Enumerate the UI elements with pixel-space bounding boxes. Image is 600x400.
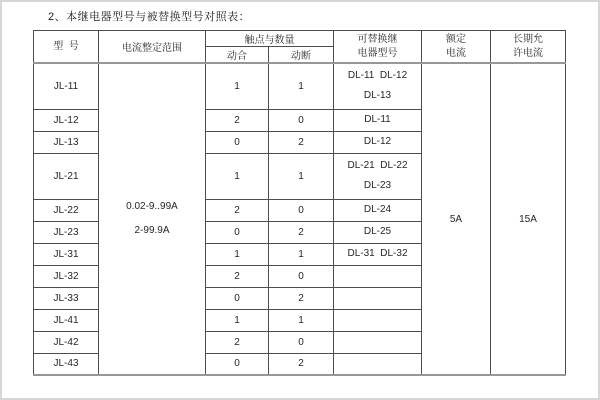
model-cell: JL-22: [34, 199, 99, 221]
header-replaceable-line1: 可替换继: [357, 33, 398, 45]
nc-count-cell: 1: [269, 63, 334, 109]
model-cell: JL-21: [34, 153, 99, 199]
model-cell: JL-31: [34, 243, 99, 265]
nc-count-cell: 2: [269, 353, 334, 375]
header-contacts-group: 触点与数量: [206, 31, 334, 47]
replacement-line1: DL-21 DL-22: [347, 160, 408, 171]
nc-count-cell: 1: [269, 153, 334, 199]
header-replaceable-model: [334, 31, 422, 64]
replacement-line1: DL-12: [363, 136, 392, 147]
model-cell: JL-43: [34, 353, 99, 375]
replacement-cell: [334, 221, 422, 243]
replacement-line1: DL-25: [363, 226, 392, 237]
model-cell: JL-42: [34, 331, 99, 353]
no-count-cell: 2: [206, 199, 269, 221]
model-cell: JL-41: [34, 309, 99, 331]
model-cell: JL-12: [34, 109, 99, 131]
no-count-cell: 2: [206, 265, 269, 287]
no-count-cell: 1: [206, 243, 269, 265]
table-body: [34, 63, 566, 375]
model-cell: JL-11: [34, 63, 99, 109]
replacement-cell: [334, 199, 422, 221]
nc-count-cell: 0: [269, 199, 334, 221]
no-count-cell: 1: [206, 63, 269, 109]
longterm-current-cell: 15A: [491, 63, 566, 375]
no-count-cell: 0: [206, 287, 269, 309]
header-rated-line2: 电流: [446, 47, 466, 59]
header-row-1: [34, 31, 566, 47]
replacement-cell: [334, 153, 422, 199]
table-header: [34, 31, 566, 64]
nc-count-cell: 0: [269, 331, 334, 353]
section-title: 2、本继电器型号与被替换型号对照表：: [48, 11, 251, 23]
nc-count-cell: 0: [269, 109, 334, 131]
current-range-line2: 2-99.9A: [134, 225, 170, 236]
table-row-jl-11: [34, 63, 566, 109]
replacement-line1: DL-11: [364, 114, 391, 125]
replacement-cell: [334, 131, 422, 153]
header-longterm-current: [491, 31, 566, 64]
replacement-cell: [334, 287, 422, 309]
nc-count-cell: 1: [269, 309, 334, 331]
model-cell: JL-33: [34, 287, 99, 309]
no-count-cell: 0: [206, 221, 269, 243]
rated-current-cell: 5A: [422, 63, 491, 375]
relay-comparison-table: [33, 30, 566, 376]
header-model: 型 号: [34, 31, 99, 64]
replacement-cell: [334, 309, 422, 331]
header-normally-open: 动合: [206, 47, 269, 64]
current-range-line1: 0.02-9..99A: [126, 201, 178, 212]
header-longterm-line1: 长期允: [513, 33, 543, 45]
nc-count-cell: 0: [269, 265, 334, 287]
no-count-cell: 1: [206, 309, 269, 331]
nc-count-cell: 2: [269, 131, 334, 153]
nc-count-cell: 1: [269, 243, 334, 265]
header-normally-closed: 动断: [269, 47, 334, 64]
replacement-line1: DL-24: [363, 204, 392, 215]
replacement-line2: DL-13: [363, 90, 392, 102]
header-rated-current: [422, 31, 491, 64]
replacement-cell: [334, 353, 422, 375]
nc-count-cell: 2: [269, 221, 334, 243]
current-range-cell: [99, 63, 206, 375]
header-longterm-line2: 许电流: [513, 47, 543, 59]
replacement-cell: [334, 243, 422, 265]
replacement-cell: [334, 331, 422, 353]
replacement-cell: [334, 63, 422, 109]
nc-count-cell: 2: [269, 287, 334, 309]
model-cell: JL-23: [34, 221, 99, 243]
no-count-cell: 2: [206, 109, 269, 131]
no-count-cell: 0: [206, 131, 269, 153]
header-current-range: 电流整定范围: [99, 31, 206, 64]
no-count-cell: 0: [206, 353, 269, 375]
replacement-cell: [334, 265, 422, 287]
replacement-cell: [334, 109, 422, 131]
header-rated-line1: 额定: [446, 33, 466, 45]
model-cell: JL-13: [34, 131, 99, 153]
replacement-line1: DL-11 DL-12: [347, 70, 408, 82]
replacement-line1: DL-31 DL-32: [347, 248, 408, 259]
header-replaceable-line2: 电器型号: [357, 47, 398, 59]
replacement-line2: DL-23: [363, 180, 392, 191]
no-count-cell: 1: [206, 153, 269, 199]
no-count-cell: 2: [206, 331, 269, 353]
model-cell: JL-32: [34, 265, 99, 287]
